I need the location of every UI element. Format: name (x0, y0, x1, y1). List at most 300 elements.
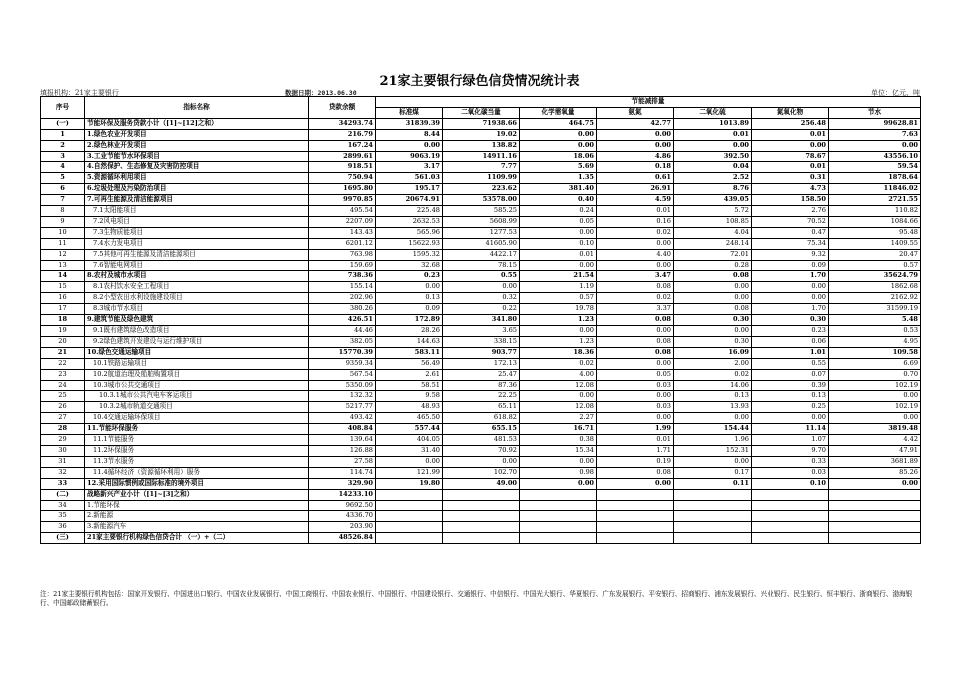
row-seq: 33 (41, 478, 85, 489)
row-value: 58.51 (376, 380, 443, 391)
row-value: 0.00 (520, 326, 597, 337)
row-value: 31599.19 (829, 304, 921, 315)
row-value: 0.01 (752, 129, 829, 140)
row-value: 0.00 (597, 413, 674, 424)
row-value: 27.58 (309, 456, 376, 467)
row-value: 144.63 (376, 336, 443, 347)
row-name: 10.1铁路运输项目 (85, 358, 309, 369)
row-value (520, 511, 597, 522)
row-seq: 8 (41, 206, 85, 217)
row-value: 0.01 (674, 129, 752, 140)
row-value: 0.40 (520, 195, 597, 206)
row-value (520, 500, 597, 511)
row-value: 0.25 (752, 402, 829, 413)
table-row (41, 249, 921, 260)
row-value: 121.99 (376, 467, 443, 478)
row-value: 202.96 (309, 293, 376, 304)
row-value: 4.95 (829, 336, 921, 347)
row-seq: 6 (41, 184, 85, 195)
row-value: 5.72 (674, 206, 752, 217)
row-value: 0.02 (520, 358, 597, 369)
table-row (41, 380, 921, 391)
row-value: 9063.19 (376, 151, 443, 162)
row-value (597, 489, 674, 500)
row-value (752, 533, 829, 544)
row-value: 256.48 (752, 118, 829, 129)
table-row (41, 184, 921, 195)
row-value: 2207.09 (309, 216, 376, 227)
row-value: 4.59 (597, 195, 674, 206)
row-seq: 5 (41, 173, 85, 184)
table-row (41, 216, 921, 227)
row-value: 0.08 (674, 271, 752, 282)
row-value: 0.08 (674, 304, 752, 315)
row-value: 0.00 (597, 358, 674, 369)
row-value: 0.07 (752, 369, 829, 380)
row-seq: 30 (41, 445, 85, 456)
row-value: 19.02 (443, 129, 520, 140)
table-row (41, 162, 921, 173)
row-value: 341.80 (443, 315, 520, 326)
table-row (41, 445, 921, 456)
row-value (829, 511, 921, 522)
row-value: 0.23 (752, 326, 829, 337)
row-value: 2.00 (674, 358, 752, 369)
row-value: 750.94 (309, 173, 376, 184)
row-seq: 25 (41, 391, 85, 402)
row-value: 0.16 (597, 216, 674, 227)
row-value (674, 489, 752, 500)
row-value: 5350.09 (309, 380, 376, 391)
row-value: 0.06 (752, 336, 829, 347)
table-row (41, 489, 921, 500)
row-seq: 2 (41, 140, 85, 151)
table-row (41, 478, 921, 489)
row-seq: 14 (41, 271, 85, 282)
row-value: 85.26 (829, 467, 921, 478)
row-value: 16.09 (674, 347, 752, 358)
row-value: 338.15 (443, 336, 520, 347)
row-value: 203.90 (309, 522, 376, 533)
row-value: 1084.66 (829, 216, 921, 227)
row-value: 5217.77 (309, 402, 376, 413)
row-value (443, 533, 520, 544)
row-value: 0.00 (443, 282, 520, 293)
row-value: 5608.99 (443, 216, 520, 227)
table-row (41, 511, 921, 522)
table-row (41, 271, 921, 282)
row-value: 392.50 (674, 151, 752, 162)
row-value: 6201.12 (309, 238, 376, 249)
header-balance: 贷款余额 (309, 97, 376, 119)
row-name: 战略新兴产业小计（[1]~[3]之和） (85, 489, 309, 500)
header-col: 标准煤 (376, 107, 443, 118)
table-row (41, 347, 921, 358)
row-name: 7.4水力发电项目 (85, 238, 309, 249)
row-value: 0.00 (376, 140, 443, 151)
row-value: 0.61 (597, 173, 674, 184)
row-seq: 23 (41, 369, 85, 380)
row-value: 225.48 (376, 206, 443, 217)
row-seq: (一) (41, 118, 85, 129)
row-value: 248.14 (674, 238, 752, 249)
row-value: 2.61 (376, 369, 443, 380)
row-value: 48.93 (376, 402, 443, 413)
table-row (41, 402, 921, 413)
row-value: 565.96 (376, 227, 443, 238)
row-value: 0.55 (752, 358, 829, 369)
header-group: 节能减排量 (376, 97, 921, 108)
row-value (597, 533, 674, 544)
row-value: 557.44 (376, 424, 443, 435)
row-seq: 11 (41, 238, 85, 249)
row-value: 903.77 (443, 347, 520, 358)
row-seq: 10 (41, 227, 85, 238)
row-value: 22.25 (443, 391, 520, 402)
row-value: 0.53 (829, 326, 921, 337)
row-seq: 27 (41, 413, 85, 424)
row-name: 21家主要银行机构绿色信贷合计 （一）+（二） (85, 533, 309, 544)
row-value (674, 522, 752, 533)
row-seq: 4 (41, 162, 85, 173)
header-col: 化学需氧量 (520, 107, 597, 118)
row-value: 0.00 (674, 140, 752, 151)
row-value: 1.96 (674, 435, 752, 446)
row-value (520, 489, 597, 500)
row-value: 0.00 (376, 282, 443, 293)
row-value: 0.00 (674, 456, 752, 467)
row-value: 126.88 (309, 445, 376, 456)
row-value: 0.00 (520, 391, 597, 402)
row-value (376, 533, 443, 544)
row-value: 738.36 (309, 271, 376, 282)
row-value: 0.08 (597, 347, 674, 358)
row-value: 14233.10 (309, 489, 376, 500)
table-row (41, 304, 921, 315)
row-value: 2.76 (752, 206, 829, 217)
row-seq: 36 (41, 522, 85, 533)
row-value: 4.40 (597, 249, 674, 260)
row-value: 0.70 (829, 369, 921, 380)
data-date: 数据日期：2013.06.30 (285, 89, 357, 97)
row-value: 25.47 (443, 369, 520, 380)
row-name: 2.新能源 (85, 511, 309, 522)
row-seq: 13 (41, 260, 85, 271)
row-value: 108.85 (674, 216, 752, 227)
row-value: 408.84 (309, 424, 376, 435)
row-value: 9.58 (376, 391, 443, 402)
row-value: 1.99 (597, 424, 674, 435)
row-value (829, 533, 921, 544)
row-value: 132.32 (309, 391, 376, 402)
row-seq: 32 (41, 467, 85, 478)
header-seq: 序号 (41, 97, 85, 119)
row-value: 47.91 (829, 445, 921, 456)
row-value (376, 489, 443, 500)
row-value: 3.47 (597, 271, 674, 282)
table-row (41, 282, 921, 293)
row-value: 0.98 (520, 467, 597, 478)
row-value: 0.01 (597, 206, 674, 217)
row-value: 0.02 (674, 369, 752, 380)
row-value: 102.19 (829, 402, 921, 413)
row-name: 9.建筑节能及绿色建筑 (85, 315, 309, 326)
green-credit-table (40, 96, 921, 544)
table-row (41, 326, 921, 337)
row-value: 2.52 (674, 173, 752, 184)
row-value: 0.57 (520, 293, 597, 304)
row-value: 0.00 (597, 238, 674, 249)
row-seq: 24 (41, 380, 85, 391)
row-name: 7.2风电项目 (85, 216, 309, 227)
row-value: 0.30 (752, 315, 829, 326)
row-value: 0.09 (376, 304, 443, 315)
row-value: 5.69 (520, 162, 597, 173)
row-value: 49.00 (443, 478, 520, 489)
row-value: 158.50 (752, 195, 829, 206)
row-value: 0.23 (376, 271, 443, 282)
row-value: 32.68 (376, 260, 443, 271)
row-name: 10.3.2城市轨道交通项目 (85, 402, 309, 413)
row-value: 75.34 (752, 238, 829, 249)
row-value: 0.00 (520, 227, 597, 238)
row-value: 1.01 (752, 347, 829, 358)
row-value: 0.00 (597, 129, 674, 140)
row-name: 10.绿色交通运输项目 (85, 347, 309, 358)
row-value: 0.00 (376, 456, 443, 467)
row-value: 0.47 (752, 227, 829, 238)
row-value: 493.42 (309, 413, 376, 424)
table-row (41, 260, 921, 271)
row-value: 16.71 (520, 424, 597, 435)
row-value: 102.70 (443, 467, 520, 478)
row-value: 0.11 (674, 478, 752, 489)
row-value: 9.70 (752, 445, 829, 456)
header-col: 二氧化碳当量 (443, 107, 520, 118)
row-value: 918.51 (309, 162, 376, 173)
row-value: 0.00 (520, 456, 597, 467)
table-row (41, 533, 921, 544)
row-seq: 28 (41, 424, 85, 435)
row-value (829, 489, 921, 500)
row-value: 0.24 (520, 206, 597, 217)
row-value: 404.05 (376, 435, 443, 446)
row-value: 1277.53 (443, 227, 520, 238)
row-name: 11.2环保服务 (85, 445, 309, 456)
row-value: 0.57 (829, 260, 921, 271)
row-value: 0.00 (674, 413, 752, 424)
row-name: 8.农村及城市水项目 (85, 271, 309, 282)
row-seq: 20 (41, 336, 85, 347)
row-name: 3.新能源汽车 (85, 522, 309, 533)
table-row (41, 140, 921, 151)
row-value: 4.42 (829, 435, 921, 446)
row-value (520, 533, 597, 544)
row-value: 56.49 (376, 358, 443, 369)
row-value: 618.82 (443, 413, 520, 424)
table-row (41, 435, 921, 446)
unit-label: 单位：亿元、吨 (871, 89, 920, 97)
row-value: 0.00 (752, 282, 829, 293)
row-value: 585.25 (443, 206, 520, 217)
row-value: 1862.68 (829, 282, 921, 293)
row-seq: 16 (41, 293, 85, 304)
row-value: 4.73 (752, 184, 829, 195)
row-value: 0.28 (674, 260, 752, 271)
row-name: 10.3.1城市公共汽电车客运项目 (85, 391, 309, 402)
row-value: 0.22 (443, 304, 520, 315)
row-value: 139.64 (309, 435, 376, 446)
row-value: 53578.00 (443, 195, 520, 206)
row-value: 87.36 (443, 380, 520, 391)
row-value (597, 511, 674, 522)
row-value: 95.48 (829, 227, 921, 238)
table-row (41, 206, 921, 217)
row-seq: 21 (41, 347, 85, 358)
row-value: 0.08 (597, 315, 674, 326)
row-name: 8.2小型农田水利设施建设项目 (85, 293, 309, 304)
row-value (752, 500, 829, 511)
row-value: 0.02 (597, 227, 674, 238)
row-seq: 22 (41, 358, 85, 369)
row-value: 78.67 (752, 151, 829, 162)
row-value: 0.03 (752, 467, 829, 478)
row-value: 0.01 (520, 249, 597, 260)
row-value: 6.69 (829, 358, 921, 369)
row-value: 763.98 (309, 249, 376, 260)
row-seq: 29 (41, 435, 85, 446)
row-value: 1109.99 (443, 173, 520, 184)
row-value: 381.40 (520, 184, 597, 195)
row-value: 70.52 (752, 216, 829, 227)
row-value: 7.63 (829, 129, 921, 140)
row-value: 1.70 (752, 304, 829, 315)
row-value: 172.89 (376, 315, 443, 326)
table-row (41, 151, 921, 162)
row-value (376, 511, 443, 522)
row-name: 7.1太阳能项目 (85, 206, 309, 217)
row-value: 4.00 (520, 369, 597, 380)
row-name: 8.1农村饮水安全工程项目 (85, 282, 309, 293)
row-seq: 1 (41, 129, 85, 140)
row-value: 0.00 (752, 293, 829, 304)
row-value: 465.50 (376, 413, 443, 424)
row-value: 0.33 (752, 456, 829, 467)
row-value: 41605.90 (443, 238, 520, 249)
table-row (41, 118, 921, 129)
page-title: 21家主要银行绿色信贷情况统计表 (379, 74, 580, 89)
row-value: 43556.10 (829, 151, 921, 162)
row-value: 15770.39 (309, 347, 376, 358)
table-row (41, 129, 921, 140)
row-value: 4.86 (597, 151, 674, 162)
row-value: 464.75 (520, 118, 597, 129)
row-seq: 17 (41, 304, 85, 315)
row-value: 167.24 (309, 140, 376, 151)
row-value: 0.00 (829, 391, 921, 402)
row-value: 1595.32 (376, 249, 443, 260)
row-value: 0.01 (752, 162, 829, 173)
row-value: 0.13 (752, 391, 829, 402)
row-value: 655.15 (443, 424, 520, 435)
row-value: 11.14 (752, 424, 829, 435)
row-value: 0.31 (752, 173, 829, 184)
footnote: 注：21家主要银行机构包括：国家开发银行、中国进出口银行、中国农业发展银行、中国工商银行、中国农业银行、中国银行、中国建设银行、交通银行、中信银行、中国光大银行、华夏银行、广东发展银行、平安银行、招商银行、浦东发展银行、兴业银行、民生银行、恒丰银行、浙商银行、渤海银行、中国邮政储蓄银行。 (40, 590, 913, 607)
header-col: 氨氮 (597, 107, 674, 118)
row-value: 0.01 (597, 435, 674, 446)
row-value: 19.80 (376, 478, 443, 489)
row-value: 159.69 (309, 260, 376, 271)
row-seq: 3 (41, 151, 85, 162)
table-row (41, 227, 921, 238)
reporting-org: 填报机构：21家主要银行 (40, 89, 119, 97)
row-value: 481.53 (443, 435, 520, 446)
table-row (41, 500, 921, 511)
row-value: 2632.53 (376, 216, 443, 227)
row-value: 14911.16 (443, 151, 520, 162)
row-value: 0.04 (674, 162, 752, 173)
row-value: 1.23 (520, 336, 597, 347)
table-row (41, 467, 921, 478)
table-row (41, 413, 921, 424)
row-value: 31.40 (376, 445, 443, 456)
row-value: 155.14 (309, 282, 376, 293)
row-value (443, 511, 520, 522)
row-value: 216.79 (309, 129, 376, 140)
row-value: 0.05 (520, 216, 597, 227)
row-value: 9970.85 (309, 195, 376, 206)
row-value: 3681.89 (829, 456, 921, 467)
row-name: 5.资源循环利用项目 (85, 173, 309, 184)
table-row (41, 522, 921, 533)
row-name: 11.节能环保服务 (85, 424, 309, 435)
row-value: 4336.70 (309, 511, 376, 522)
row-seq: 12 (41, 249, 85, 260)
row-value: 114.74 (309, 467, 376, 478)
row-value: 143.43 (309, 227, 376, 238)
row-name: 7.可再生能源及清洁能源项目 (85, 195, 309, 206)
row-value: 0.10 (520, 238, 597, 249)
row-value (829, 500, 921, 511)
row-value: 0.38 (520, 435, 597, 446)
row-value: 0.08 (597, 336, 674, 347)
row-value: 59.54 (829, 162, 921, 173)
row-value: 8.44 (376, 129, 443, 140)
row-value: 439.05 (674, 195, 752, 206)
row-value: 0.32 (443, 293, 520, 304)
row-name: 7.6智能电网项目 (85, 260, 309, 271)
row-name: 11.3节水服务 (85, 456, 309, 467)
row-name: 2.绿色林业开发项目 (85, 140, 309, 151)
row-value: 1878.64 (829, 173, 921, 184)
row-value: 0.00 (829, 478, 921, 489)
row-name: 6.垃圾处理及污染防治项目 (85, 184, 309, 195)
row-value: 1.07 (752, 435, 829, 446)
row-value: 2.27 (520, 413, 597, 424)
row-value: 0.18 (597, 162, 674, 173)
row-seq: 34 (41, 500, 85, 511)
row-name: 1.绿色农业开发项目 (85, 129, 309, 140)
row-value: 329.90 (309, 478, 376, 489)
row-value: 70.92 (443, 445, 520, 456)
row-value: 195.17 (376, 184, 443, 195)
row-value: 0.30 (674, 336, 752, 347)
row-value: 109.58 (829, 347, 921, 358)
row-name: 10.2航道治理及船舶购置项目 (85, 369, 309, 380)
row-name: 8.3城市节水项目 (85, 304, 309, 315)
table-row (41, 238, 921, 249)
row-value: 1.19 (520, 282, 597, 293)
